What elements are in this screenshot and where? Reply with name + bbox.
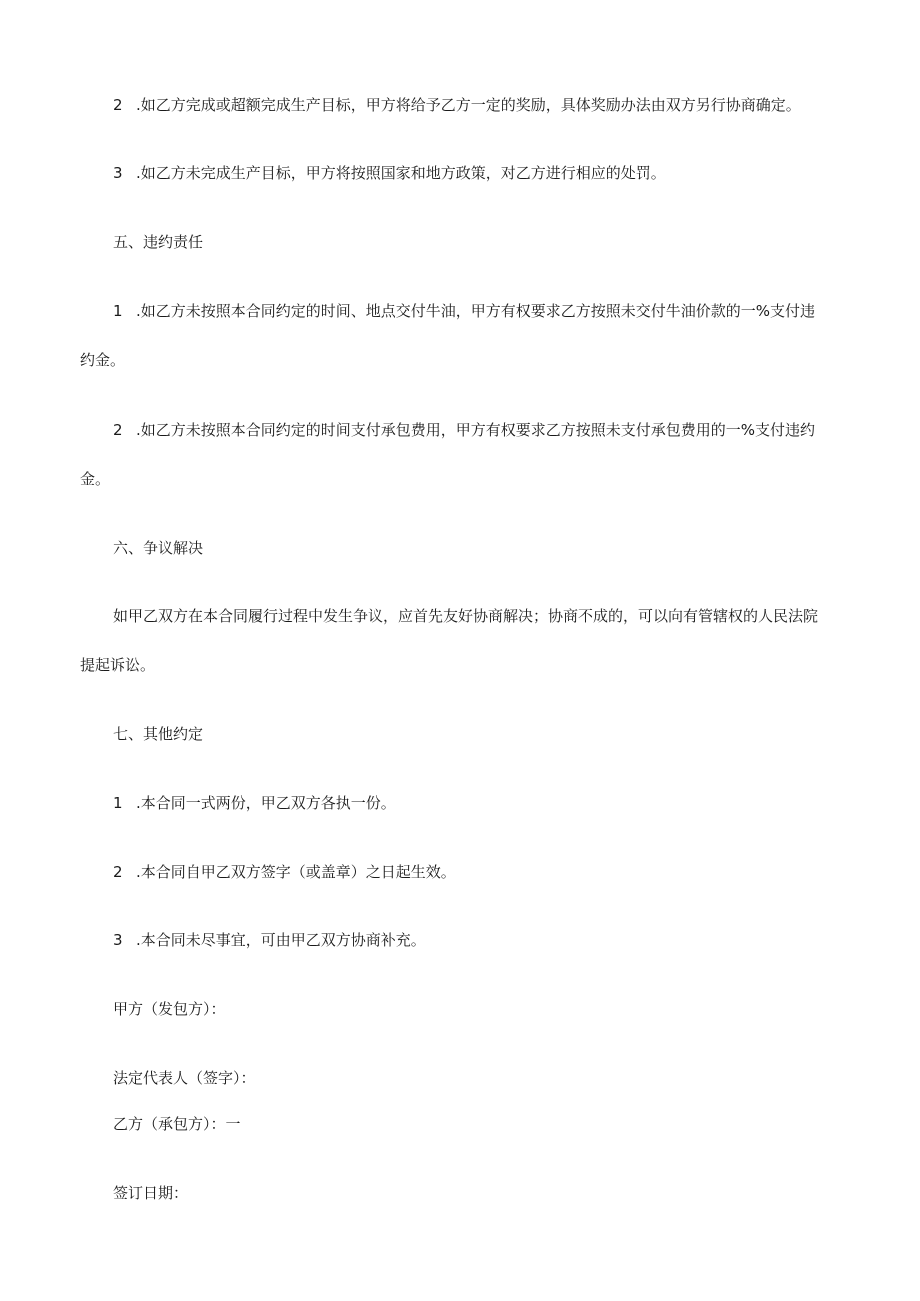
- clause-number: 3: [113, 931, 123, 949]
- clause-text: .本合同一式两份，甲乙双方各执一份。: [136, 794, 396, 812]
- clause-text: .如乙方未完成生产目标，甲方将按照国家和地方政策，对乙方进行相应的处罚。: [136, 164, 666, 182]
- clause-number: 1: [113, 302, 123, 320]
- clause-text: .本合同自甲乙双方签字（或盖章）之日起生效。: [136, 863, 456, 881]
- clause-number: 2: [113, 96, 123, 114]
- clause-text: .本合同未尽事宜，可由甲乙双方协商补充。: [136, 931, 426, 949]
- clause-text: .如乙方完成或超额完成生产目标，甲方将给予乙方一定的奖励，具体奖励办法由双方另行协商确定。: [136, 96, 801, 114]
- document-page: 2 .如乙方完成或超额完成生产目标，甲方将给予乙方一定的奖励，具体奖励办法由双方另行协商确定。 3 .如乙方未完成生产目标，甲方将按照国家和地方政策，对乙方进行相应的处罚。 五、违约责任 1 .如乙方未按照本合同约定的时间、地点交付牛油，甲方有权要求乙方按照未交付牛油价款的一%支付违 约金。 2 .如乙方未按照本合同约定的时间支付承包费用，甲方有权要求乙方按照未支付承包费用的一%支付违约 金。 六、争议解决 如甲乙双方在本合同履行过程中发生争议，应首先友好协商解决；协商不成的，可以向有管辖权的人民法院 提起诉讼。 七、其他约定 1 .本合同一式两份，甲乙双方各执一份。 2 .本合同自甲乙双方签字（或盖章）之日起生效。 3 .本合同未尽事宜，可由甲乙双方协商补充。 甲方（发包方）： 法定代表人（签字）： 乙方（承包方）：一 签订日期：: [80, 96, 819, 1202]
- clause-number: 1: [113, 794, 123, 812]
- clause-text: .如乙方未按照本合同约定的时间、地点交付牛油，甲方有权要求乙方按照未交付牛油价款的一%支付违: [136, 302, 816, 320]
- clause-text: .如乙方未按照本合同约定的时间支付承包费用，甲方有权要求乙方按照未支付承包费用的一%支付违约: [136, 421, 816, 439]
- clause-number: 3: [113, 164, 123, 182]
- clause-number: 2: [113, 421, 123, 439]
- clause-number: 2: [113, 863, 123, 881]
